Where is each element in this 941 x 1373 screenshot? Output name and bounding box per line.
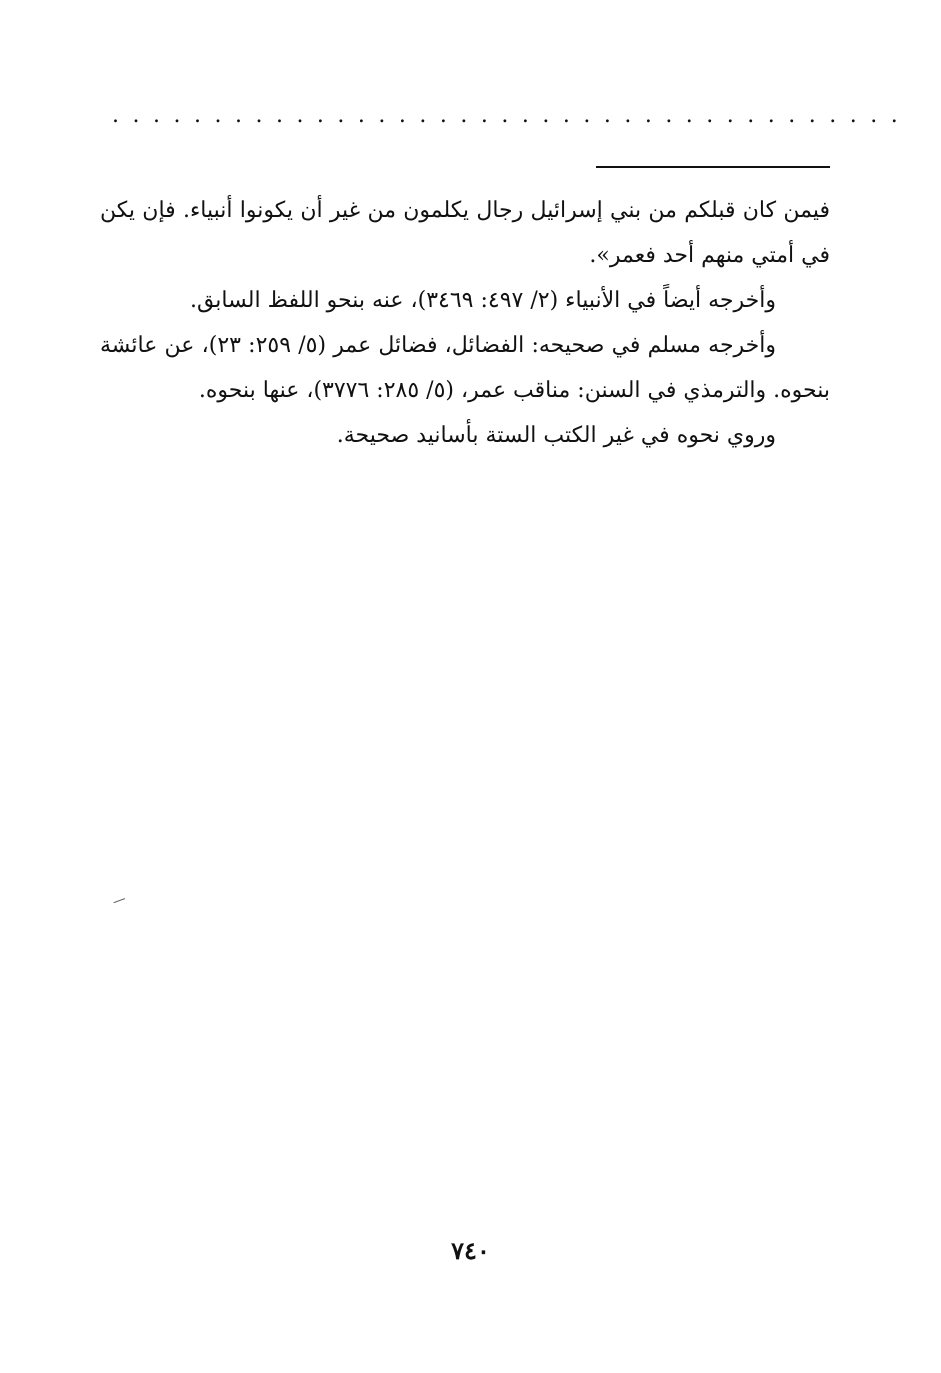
footnote-paragraph-2: وأخرجه أيضاً في الأنبياء (٢/ ٤٩٧: ٣٤٦٩)، عنه بنحو اللفظ السابق. — [189, 288, 776, 313]
footnote-block — [100, 188, 830, 458]
footnote-paragraph-3: وأخرجه مسلم في صحيحه: الفضائل، فضائل عمر (٥/ ٢٥٩: ٢٣)، عن عائشة بنحوه. والترمذي في السنن: مناقب عمر، (٥/ ٢٨٥: ٣٧٧٦)، عنها بنحوه. — [100, 333, 830, 403]
stray-mark — [114, 898, 127, 907]
footnote-rule — [596, 166, 830, 168]
dotted-separator: ....................................... — [112, 103, 912, 128]
footnote-paragraph-4: وروي نحوه في غير الكتب الستة بأسانيد صحيحة. — [336, 423, 776, 448]
page-number: ٧٤٠ — [451, 1236, 490, 1265]
footnote-paragraph-1: فيمن كان قبلكم من بني إسرائيل رجال يكلمون من غير أن يكونوا أنبياء. فإن يكن في أمتي منهم أحد فعمر». — [100, 198, 830, 268]
